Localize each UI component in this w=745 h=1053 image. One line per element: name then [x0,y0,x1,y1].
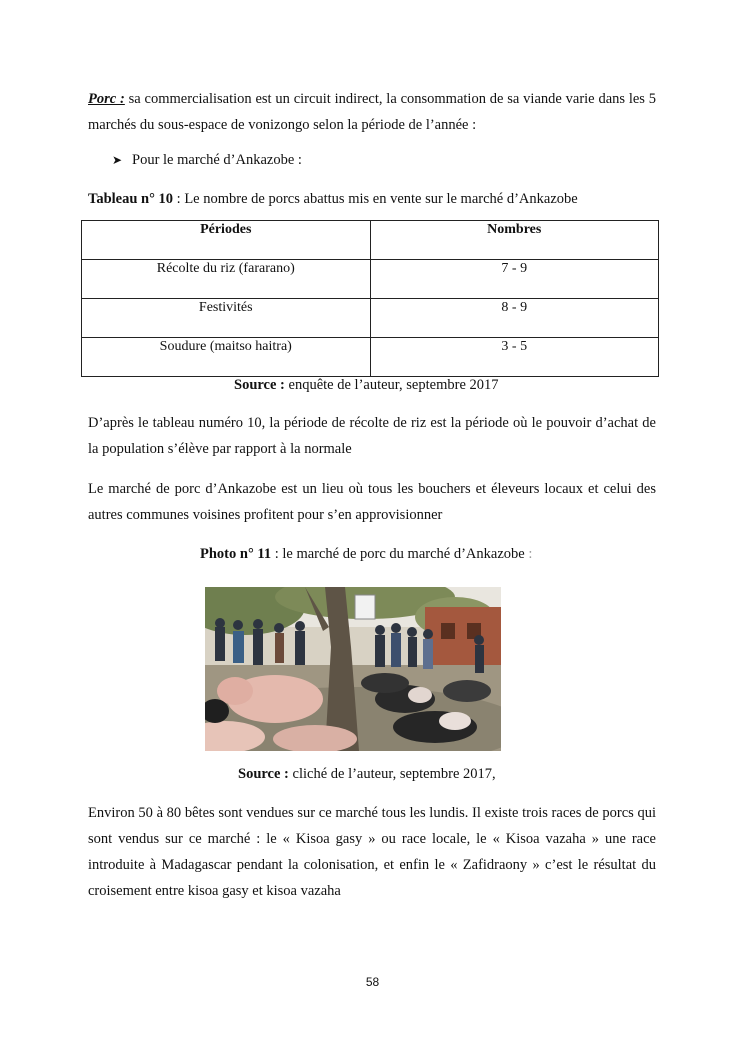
pig-market-photo [205,587,501,751]
photo-caption [200,544,532,564]
market-paragraph: Le marché de porc d’Ankazobe est un lieu où tous les bouchers et éleveurs locaux et celui des autres communes voisines profitent pour s’en approvisionner [88,481,656,523]
table-row [82,260,659,299]
table-header-periods: Périodes [82,221,371,260]
table-cell-period: Récolte du riz (fararano) [82,260,371,299]
photo-caption-text: : le marché de porc du marché d’Ankazobe [271,546,525,562]
intro-paragraph [88,86,656,138]
bullet-item [112,150,302,170]
table-source [234,375,499,395]
table-row [82,338,659,377]
photo-source [238,764,496,784]
pig-count-table [81,220,659,377]
table-cell-count: 3 - 5 [370,338,659,377]
analysis-paragraph: D’après le tableau numéro 10, la période de récolte de riz est la période où le pouvoir d’achat de la population s’élève par rapport à la normale [88,415,656,457]
pork-label: Porc : [88,91,125,107]
table-header-row [82,221,659,260]
page-number: 58 [365,975,380,989]
intro-text: sa commercialisation est un circuit indirect, la consommation de sa viande varie dans les 5 marchés du sous-espace de vonizongo selon la période de l’année : [88,91,657,133]
table-cell-count: 7 - 9 [370,260,659,299]
table-source-label: Source : [234,377,285,393]
table-caption [88,189,578,209]
bullet-text: Pour le marché d’Ankazobe : [132,152,302,168]
table-caption-label: Tableau n° 10 [88,191,174,207]
photo-source-text: cliché de l’auteur, septembre 2017, [288,766,496,782]
photo-caption-trail: : [524,546,533,562]
table-cell-count: 8 - 9 [370,299,659,338]
photo-caption-label: Photo n° 11 [200,546,272,562]
table-source-text: enquête de l’auteur, septembre 2017 [284,377,499,393]
photo-source-label: Source : [238,766,289,782]
table-cell-period: Soudure (maitso haitra) [82,338,371,377]
table-caption-text: : Le nombre de porcs abattus mis en vente sur le marché d’Ankazobe [173,191,578,207]
table-row [82,299,659,338]
table-cell-period: Festivités [82,299,371,338]
table-header-counts: Nombres [370,221,659,260]
breeds-paragraph: Environ 50 à 80 bêtes sont vendues sur ce marché tous les lundis. Il existe trois races de porcs qui sont vendus sur ce marché : le « Kisoa gasy » ou race locale, le « Kisoa vazaha » une race introduite à Madagascar pendant la colonisation, et enfin le « Zafidraony » c’est le résultat du croisement entre kisoa gasy et kisoa vazaha [88,805,656,899]
arrow-bullet-icon: ➤ [112,153,123,167]
